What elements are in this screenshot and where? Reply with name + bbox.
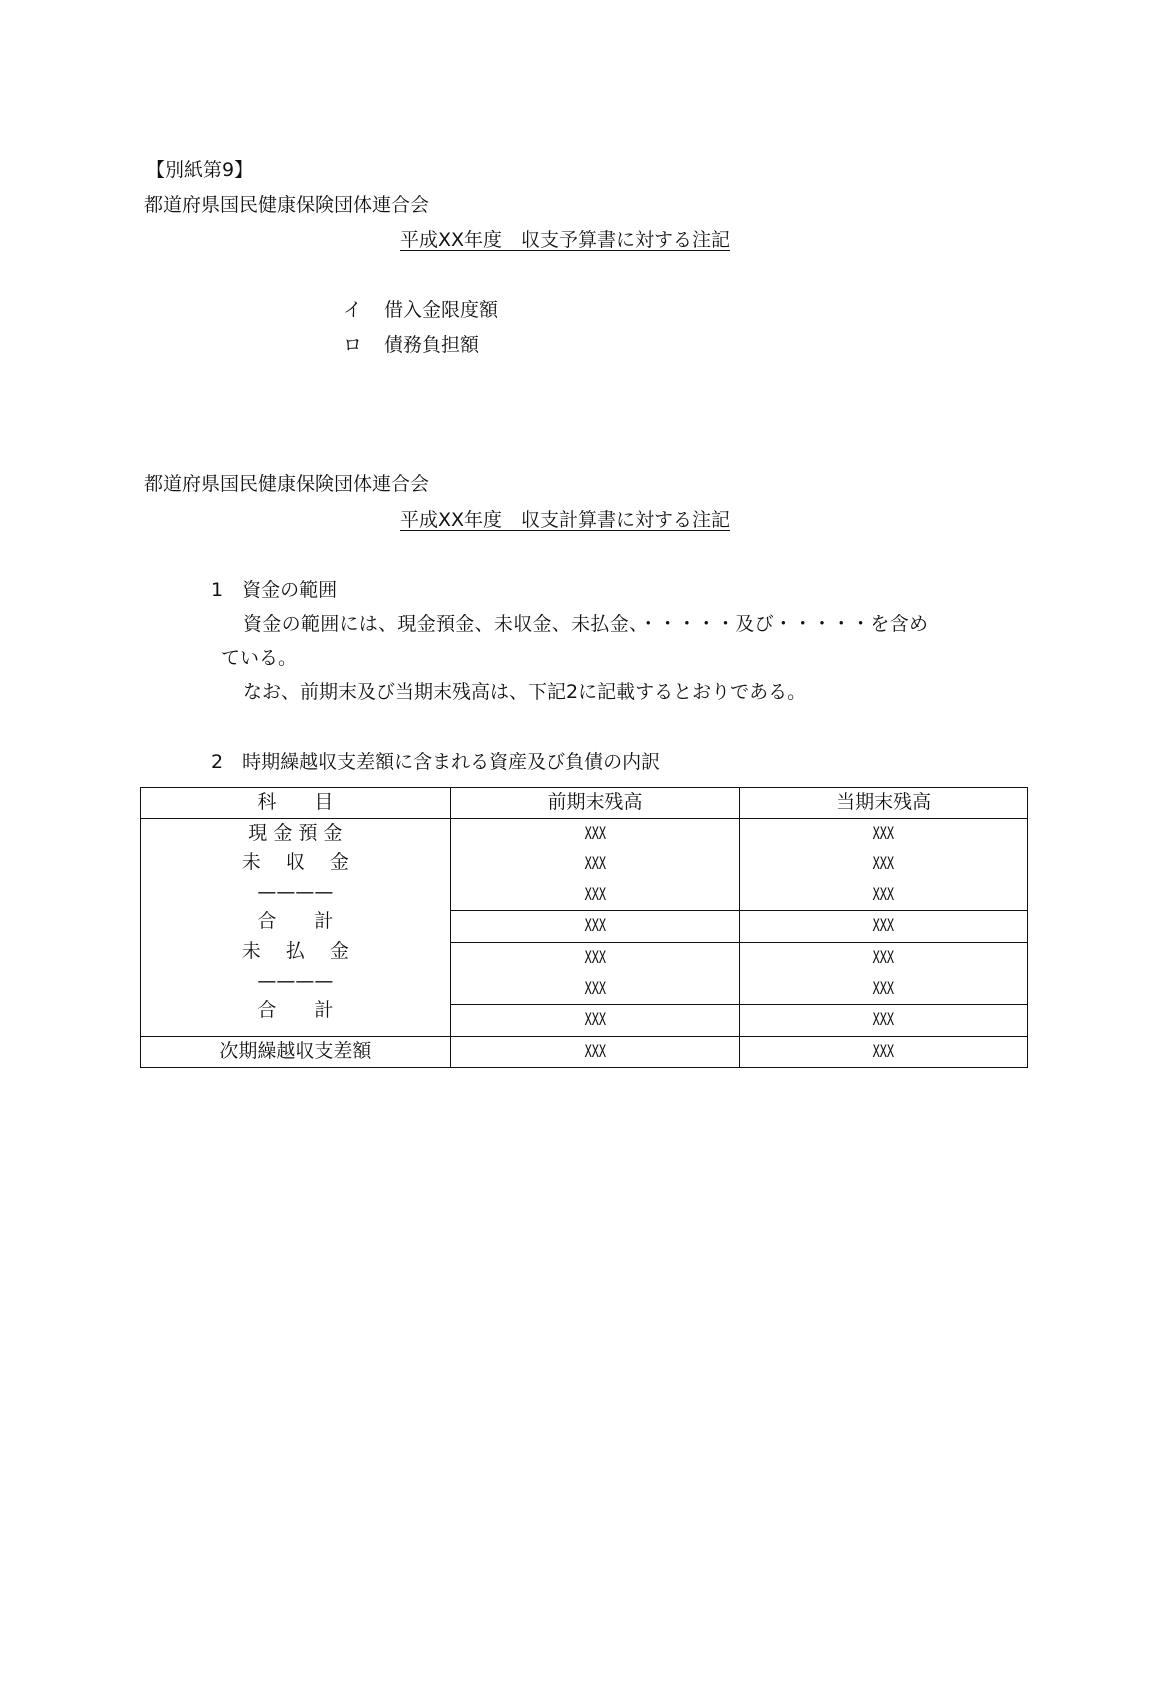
subject-placeholder: ————	[257, 880, 334, 903]
organization-name: 都道府県国民健康保険団体連合会	[144, 473, 430, 495]
item1-heading: 1 資金の範囲	[211, 579, 338, 601]
prev-value: XXX	[450, 1005, 740, 1037]
curr-value: XXX	[740, 911, 1028, 943]
table-footer-row	[141, 1036, 1028, 1068]
prev-value: XXX	[450, 849, 740, 880]
item2-heading: 2 時期繰越収支差額に含まれる資産及び負債の内訳	[211, 751, 661, 773]
curr-value: XXX	[740, 818, 1028, 849]
prev-value: XXX	[450, 818, 740, 849]
curr-value: XXX	[740, 1005, 1028, 1037]
header-subject: 科 目	[141, 788, 451, 819]
list-item	[343, 298, 498, 322]
footer-curr-value: XXX	[740, 1036, 1028, 1068]
item-text: 債務負担額	[384, 334, 480, 356]
curr-value: XXX	[740, 974, 1028, 1005]
item1-text-line3: なお、前期末及び当期末残高は、下記2に記載するとおりである。	[243, 681, 807, 703]
organization-name: 都道府県国民健康保険団体連合会	[144, 194, 430, 216]
table-header-row	[141, 788, 1028, 819]
item-marker: ロ	[343, 334, 363, 356]
item-marker: イ	[343, 299, 363, 321]
item1-text-line1: 資金の範囲には、現金預金、未収金、未払金、・・・・・及び・・・・・を含め	[243, 613, 929, 635]
table-row	[141, 818, 1028, 849]
prev-value: XXX	[450, 911, 740, 943]
curr-value: XXX	[740, 849, 1028, 880]
budget-notes-title: 平成XX年度 収支予算書に対する注記	[400, 229, 731, 251]
settlement-notes-title: 平成XX年度 収支計算書に対する注記	[400, 509, 731, 531]
subject-cell	[141, 818, 451, 1036]
item1-text-line2: ている。	[221, 647, 298, 669]
item-text: 借入金限度額	[384, 299, 499, 321]
header-prev-balance: 前期末残高	[450, 788, 740, 819]
curr-value: XXX	[740, 880, 1028, 911]
footer-prev-value: XXX	[450, 1036, 740, 1068]
curr-value: XXX	[740, 942, 1028, 973]
subject-payables: 未 払 金	[241, 939, 349, 962]
subject-total-liabilities: 合 計	[257, 999, 334, 1022]
breakdown-table	[140, 787, 1028, 1068]
footer-label: 次期繰越収支差額	[141, 1036, 451, 1068]
subject-receivables: 未 収 金	[241, 851, 349, 874]
attachment-label: 【別紙第9】	[146, 159, 254, 181]
prev-value: XXX	[450, 974, 740, 1005]
prev-value: XXX	[450, 880, 740, 911]
prev-value: XXX	[450, 942, 740, 973]
subject-total-assets: 合 計	[257, 910, 334, 933]
subject-placeholder: ————	[257, 969, 334, 992]
subject-cash-deposits: 現 金 預 金	[248, 821, 343, 844]
list-item	[343, 333, 479, 357]
header-curr-balance: 当期末残高	[740, 788, 1028, 819]
